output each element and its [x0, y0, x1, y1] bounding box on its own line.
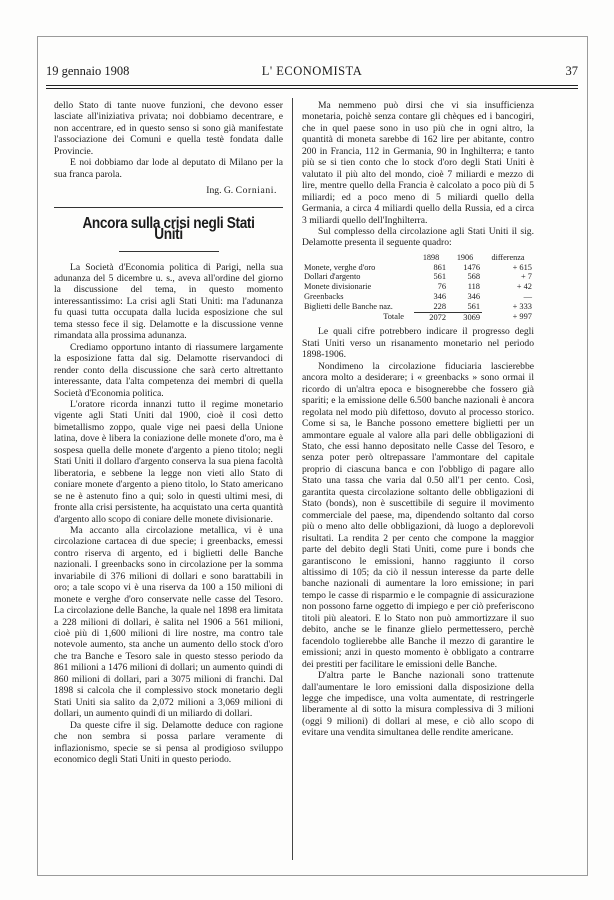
cell-difference: + 42: [516, 282, 532, 292]
header-rule-thin: [46, 88, 578, 89]
page-number: 37: [565, 64, 578, 78]
row-label: Monete divisionarie: [304, 282, 372, 292]
cell-1906: 346: [467, 292, 480, 302]
journal-title: L' ECONOMISTA: [261, 64, 363, 78]
column-header: differenza: [491, 252, 525, 262]
row-label: Biglietti delle Banche naz.: [304, 302, 393, 312]
body-paragraph: Ma nemmeno può dirsi che vi sia insufficienza monetaria, poichè senza contare gli chèques ed i bancogiri, che in quel paese sono in uso più che in ogni altro, la quantità di moneta sarebbe di 162 lire per abitante, contro 200 in Francia, 112 in Germania, 90 in Inghilterra; e tanto più se si tien conto che lo stock d'oro degli Stati Uniti è valutato il più alto del mondo, cioè 7 miliardi e mezzo di lire, mentre quello della Francia è calcolato a poco più di 5 miliardi; ed a poco meno di 5 miliardi quello della Germania, a circa 4 miliardi quello della Russia, ed a circa 3 miliardi quello dell'Inghilterra.: [302, 100, 534, 226]
row-label: Monete, verghe d'oro: [304, 262, 376, 272]
total-1906: 3069: [463, 312, 480, 322]
signature-prefix: Ing. G.: [206, 185, 234, 197]
right-column: [302, 100, 534, 739]
body-paragraph: L'oratore ricorda innanzi tutto il regime monetario vigente agli Stati Uniti dal 1900, cioè il così detto bimetallismo zoppo, quale vige nei paesi della Unione latina, dove è libera la coniazione delle monete d'oro, ma è sospesa quella delle monete d'argento a pieno titolo; negli Stati Uniti il dollaro d'argento conserva la sua piena facoltà liberatoria, e sebbene la legge non vieti allo Stato di coniare monete d'argento a pieno titolo, lo Stato americano se ne è astenuto fino a qui; solo in questi ultimi mesi, di fronte alla crisi persistente, ha acquistato una certa quantità d'argento allo scopo di coniare delle monete divisionarie.: [54, 398, 283, 525]
header-rule: [46, 85, 578, 86]
cell-1898: 76: [437, 282, 446, 292]
body-paragraph: Crediamo opportuno intanto di riassumere largamente la esposizione fatta dal sig. Delamotte riservandoci di render conto della discussione che sarà certo altrettanto interessante, data l'alta competenza dei membri di quella Società d'Economia politica.: [54, 341, 283, 399]
body-paragraph: Sul complesso della circolazione agli Stati Uniti il sig. Delamotte presenta il seguente quadro:: [302, 225, 534, 249]
body-paragraph: Ma accanto alla circolazione metallica, vi è una circolazione cartacea di due specie; i greenbacks, emessi contro riserva di argento, ed i biglietti delle Banche nazionali. I greenbacks sono in circolazione per la somma invariabile di 376 milioni di dollari e sono barattabili in oro; a tale scopo vi è una riserva da 100 a 150 milioni di monete e verghe d'oro conservate nelle casse del Tesoro. La circolazione delle Banche, la quale nel 1898 era limitata a 228 milioni di dollari, è salita nel 1906 a 561 milioni, cioè più di 1,600 milioni di lire nostre, ma contro tale notevole aumento, sta anche un aumento dello stock d'oro che tra Banche e Tesoro sale in questo stesso periodo da 861 milioni a 1476 milioni di dollari; un aumento quindi di 860 milioni di dollari, pari a 3075 milioni di franchi. Dal 1898 si calcola che il complessivo stock monetario degli Stati Uniti sia salito da 2,072 milioni a 3,069 milioni di dollari, un aumento quindi di un miliardo di dollari.: [54, 524, 283, 720]
cell-1906: 118: [467, 282, 480, 292]
issue-date: 19 gennaio 1908: [46, 64, 130, 78]
cell-difference: + 333: [512, 302, 532, 312]
table-row: [302, 292, 534, 302]
row-label: Greenbacks: [304, 292, 344, 302]
cell-difference: + 7: [520, 272, 532, 282]
body-paragraph: La Società d'Economia politica di Parigi, nella sua adunanza del 5 dicembre u. s., aveva all'ordine del giorno la discussione del tema, in questo momento interessantissimo: La crisi agli Stati Uniti: ma l'adunanza fu quasi tutta occupata dalla lucida esposizione che sul tema stesso fece il sig. Delamotte e la discussione venne rimandata alla prossima adunanza.: [54, 261, 283, 342]
intro-paragraph: E noi dobbiamo dar lode al deputato di Milano per la sua franca parola.: [54, 157, 283, 180]
body-paragraph: D'altra parte le Banche nazionali sono trattenute dall'aumentare le loro emissioni dalla disposizione della legge che impedisce, una volta aumentate, di restringerle liberamente al di sotto la misura complessiva di 3 milioni (oggi 9 milioni) di dollari al mese, e ciò allo scopo di evitare una vendita simultanea delle rendite americane.: [302, 670, 534, 739]
cell-1906: 568: [467, 272, 480, 282]
table-row: [302, 263, 534, 273]
cell-difference: —: [523, 292, 532, 302]
signature-name: Corniani.: [235, 185, 277, 197]
row-label: Dollari d'argento: [304, 272, 361, 282]
article-title: Ancora sulla crisi negli Stati Uniti: [82, 214, 255, 244]
cell-difference: + 615: [512, 262, 532, 272]
left-column: [54, 100, 283, 765]
cell-1898: 861: [433, 262, 446, 272]
body-paragraph: Da queste cifre il sig. Delamotte deduce con ragione che non sembra si possa parlare veramente di inflazionismo, specie se si pensa al prodigioso sviluppo economico degli Stati Uniti in questo periodo.: [54, 719, 283, 766]
total-label: Totale: [383, 312, 404, 322]
cell-1906: 561: [448, 302, 482, 312]
column-header: 1906: [456, 252, 474, 262]
cell-1898: 346: [433, 292, 446, 302]
table-row: [302, 302, 534, 312]
body-paragraph: Le quali cifre potrebbero indicare il progresso degli Stati Uniti verso un risanamento monetario nel periodo 1898-1906.: [302, 326, 534, 361]
table-row: [302, 272, 534, 282]
section-separator: [54, 207, 283, 208]
cell-1898: 228: [414, 302, 448, 312]
cell-1906: 1476: [463, 262, 480, 272]
signature: [54, 185, 277, 196]
total-1898: 2072: [429, 312, 446, 322]
intro-paragraph: dello Stato di tante nuove funzioni, che devono esser lasciate all'iniziativa privata; noi dobbiamo decentrare, e non accentrare, ed in questo senso si sono già manifestate l'associazione dei Comuni e quella testè fondata dalle Provincie.: [54, 100, 283, 157]
total-difference: + 997: [512, 312, 532, 322]
table-row: [302, 282, 534, 292]
title-underline: [119, 251, 219, 252]
cell-1898: 561: [433, 272, 446, 282]
column-header: 1898: [422, 252, 440, 262]
table-total-row: [302, 312, 534, 322]
table-header-row: [302, 253, 534, 263]
column-divider: [292, 98, 293, 860]
circulation-table: [302, 253, 534, 323]
body-paragraph: Nondimeno la circolazione fiduciaria lascierebbe ancora molto a desiderare; i « greenbacks » sono ormai il ricordo di un'altra epoca e bisognerebbe che fossero già spariti; e la emissione delle 6.500 banche nazionali è ancora regolata nel modo più difettoso, dovuto al processo storico. Come si sa, le Banche possono emettere biglietti per un ammontare eguale al valore alla pari delle obbligazioni di Stato, che essi hanno depositato nelle Casse del Tesoro, e senza poter però oltrepassare l'ammontare del capitale proprio di ciascuna banca e con l'obbligo di pagare allo Stato una tassa che varia dal 0.50 all'1 per cento. Così, garantita questa circolazione soltanto delle obbligazioni di Stato (bonds), non è suscettibile di seguire il movimento commerciale del paese, ma, dipendendo soltanto dal corso più o meno alto delle obbligazioni, dà luogo a deplorevoli risultati. La rendita 2 per cento che compone la maggior parte del debito degli Stati Uniti, come pure i bonds che garantiscono le emissioni, hanno raggiunto il corso altissimo di 105; da ciò il nessun interesse da parte delle banche nazionali di aumentare la loro emissione; in pari tempo le casse di risparmio e le compagnie di assicurazione non possono farne oggetto di impiego e per ciò preferiscono titoli più aleatori. E lo Stato non può ammortizzare il suo debito, anche se le finanze glielo permettessero, perchè facendolo toglierebbe alle Banche il mezzo di garantire le emissioni; anzi in questo momento è obbligato a contrarre dei prestiti per facilitare le emissioni delle Banche.: [302, 360, 534, 670]
